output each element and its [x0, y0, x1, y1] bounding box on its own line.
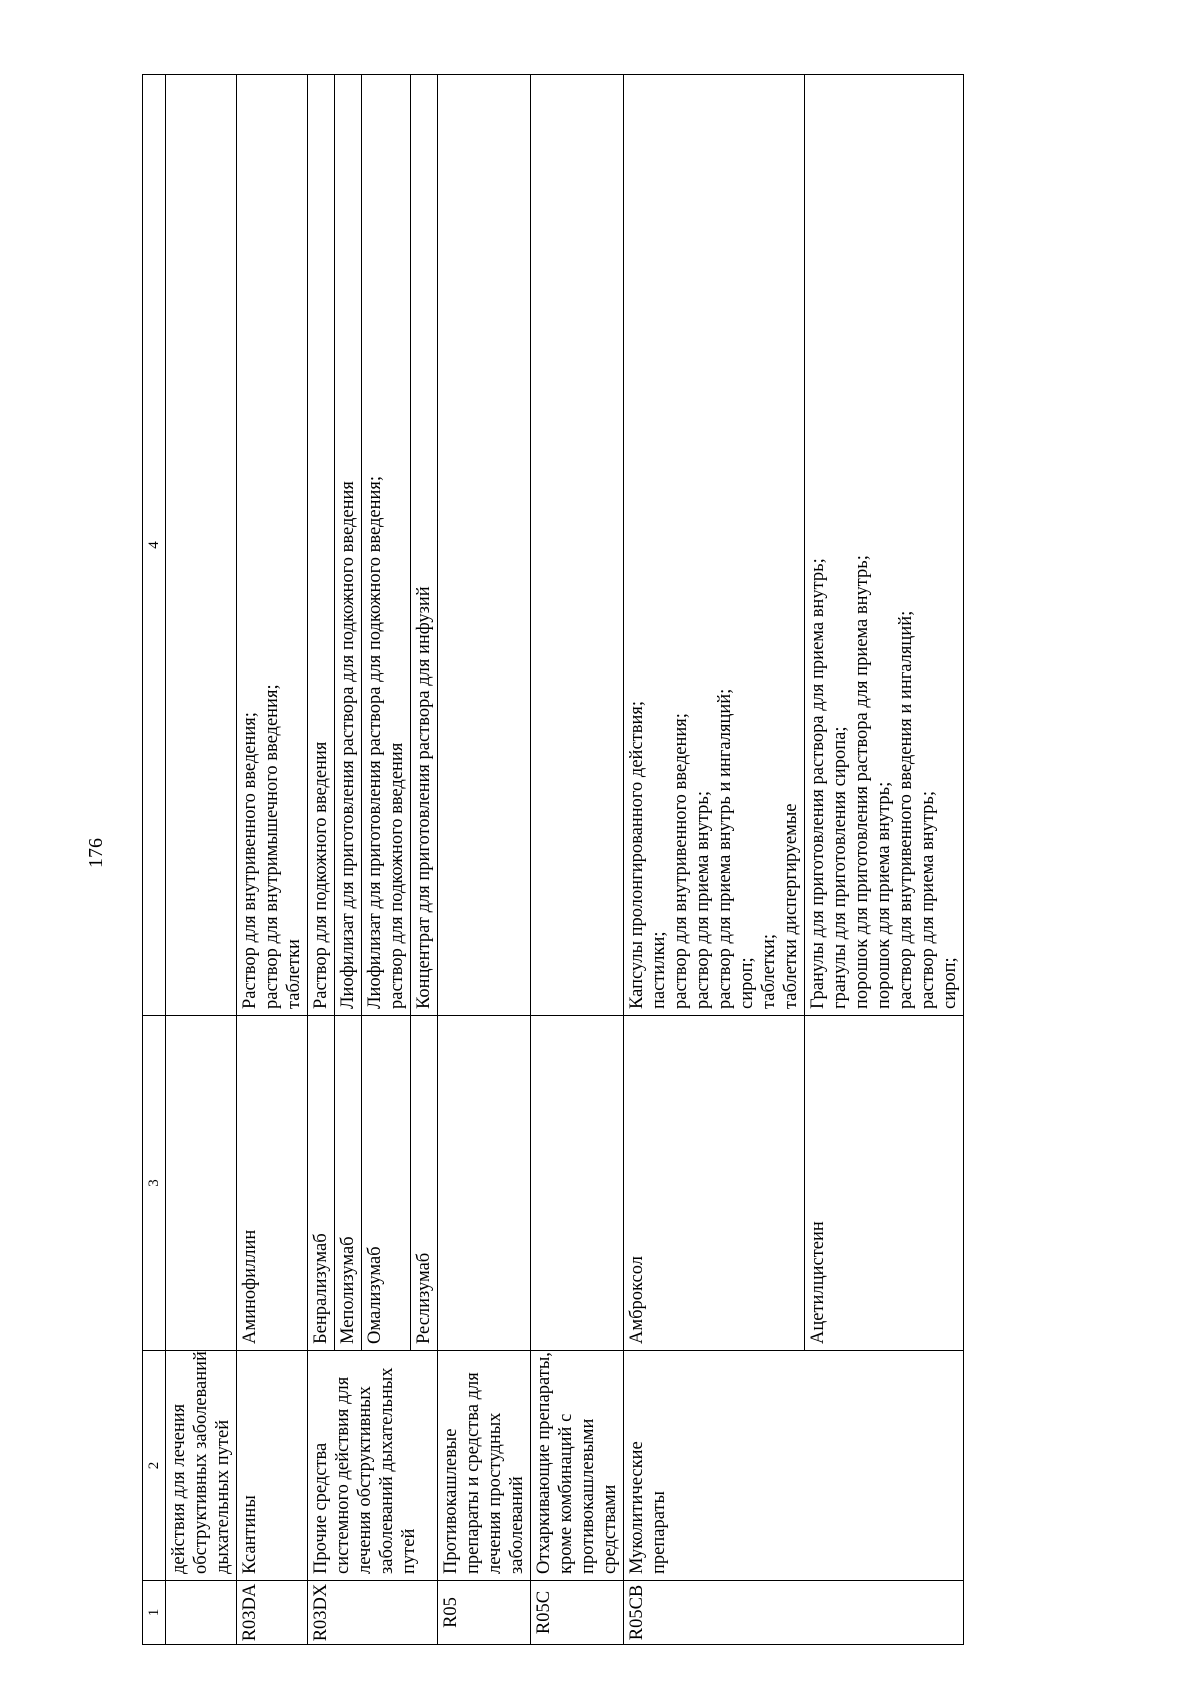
form-line: Гранулы для приготовления раствора для приема внутрь; — [808, 558, 828, 1009]
form-line: сироп; — [940, 957, 960, 1009]
form-line: раствор для внутривенного введения; — [671, 713, 691, 1009]
table-row-r03da — [237, 75, 308, 1645]
group-text-line: путей — [399, 1528, 419, 1574]
code-cell: R05CB — [624, 1581, 964, 1645]
form-line: порошок для приема внутрь; — [874, 781, 894, 1009]
forms-cell — [335, 75, 362, 1016]
forms-cell — [362, 75, 411, 1016]
table-row-r05cb — [624, 75, 805, 1645]
code-cell — [166, 1581, 237, 1645]
form-line: пастилки; — [649, 931, 669, 1009]
drug-cell: Омализумаб — [362, 1016, 411, 1351]
group-cell — [308, 1351, 438, 1581]
column-header-3: 3 — [143, 1016, 166, 1351]
group-text-line: Прочие средства — [311, 1442, 331, 1574]
drug-cell: Реслизумаб — [411, 1016, 438, 1351]
group-text-line: Отхаркивающие препараты, — [534, 1352, 554, 1574]
group-text-line: обструктивных заболеваний — [191, 1351, 211, 1574]
forms-cell — [411, 75, 438, 1016]
forms-cell — [531, 75, 624, 1016]
code-cell: R03DX — [308, 1581, 438, 1645]
drug-cell — [166, 1016, 237, 1351]
form-line: сироп; — [737, 957, 757, 1009]
forms-cell — [237, 75, 308, 1016]
form-line: Раствор для подкожного введения — [311, 741, 331, 1009]
forms-cell — [308, 75, 335, 1016]
form-line: раствор для приема внутрь и ингаляций; — [715, 688, 735, 1009]
table-row-r05 — [438, 75, 531, 1645]
drug-cell — [531, 1016, 624, 1351]
form-line: раствор для внутримышечного введения; — [262, 684, 282, 1009]
form-line: таблетки; — [759, 933, 779, 1009]
form-line: раствор для приема внутрь; — [693, 791, 713, 1009]
code-cell: R05 — [438, 1581, 531, 1645]
forms-cell — [805, 75, 964, 1016]
table-row-r05c — [531, 75, 624, 1645]
group-text-line: заболеваний дыхательных — [377, 1367, 397, 1574]
forms-cell — [624, 75, 805, 1016]
forms-cell — [166, 75, 237, 1016]
group-text-line: лечения обструктивных — [355, 1386, 375, 1574]
group-text-line: дыхательных путей — [213, 1419, 233, 1574]
form-line: Лиофилизат для приготовления раствора для подкожного введения; — [365, 475, 385, 1009]
group-text-line: действия для лечения — [169, 1403, 189, 1574]
form-line: таблетки — [284, 939, 304, 1009]
group-cell — [531, 1351, 624, 1581]
drug-cell: Аминофиллин — [237, 1016, 308, 1351]
form-line: Капсулы пролонгированного действия; — [627, 700, 647, 1009]
group-cell — [166, 1351, 237, 1581]
group-cell — [438, 1351, 531, 1581]
column-header-2: 2 — [143, 1351, 166, 1581]
form-line: Раствор для внутривенного введения; — [240, 712, 260, 1009]
form-line: Концентрат для приготовления раствора для инфузий — [414, 586, 434, 1009]
form-line: раствор для подкожного введения — [387, 742, 407, 1009]
group-cell: Ксантины — [237, 1351, 308, 1581]
drug-cell — [438, 1016, 531, 1351]
group-text-line: противокашлевыми — [578, 1418, 598, 1574]
drug-cell: Меполизумаб — [335, 1016, 362, 1351]
form-line: Лиофилизат для приготовления раствора для подкожного введения — [338, 481, 358, 1009]
table-row-r03dx — [308, 75, 335, 1645]
group-text-line: кроме комбинаций с — [556, 1413, 576, 1574]
column-header-4: 4 — [143, 75, 166, 1016]
group-text-line: лечения простудных — [485, 1412, 505, 1574]
form-line: раствор для приема внутрь; — [918, 791, 938, 1009]
drug-cell: Ацетилцистеин — [805, 1016, 964, 1351]
group-text-line: средствами — [600, 1484, 620, 1574]
group-text-line: препараты и средства для — [463, 1372, 483, 1574]
group-text-line: системного действия для — [333, 1376, 353, 1574]
page-number: 176 — [85, 838, 107, 868]
form-line: гранулы для приготовления сиропа; — [830, 726, 850, 1009]
table-header-row — [143, 75, 166, 1645]
drug-cell: Амброксол — [624, 1016, 805, 1351]
form-line: порошок для приготовления раствора для приема внутрь; — [852, 555, 872, 1009]
group-cell: Муколитические препараты — [624, 1351, 964, 1581]
rotated-page-content — [142, 75, 1142, 1645]
forms-cell — [438, 75, 531, 1016]
code-cell: R03DA — [237, 1581, 308, 1645]
form-line: раствор для внутривенного введения и ингаляций; — [896, 610, 916, 1009]
drug-table — [142, 74, 964, 1645]
form-line: таблетки диспергируемые — [781, 803, 801, 1009]
table-row-continuation — [166, 75, 237, 1645]
column-header-1: 1 — [143, 1581, 166, 1645]
code-cell: R05C — [531, 1581, 624, 1645]
drug-cell: Бенрализумаб — [308, 1016, 335, 1351]
group-text-line: заболеваний — [507, 1476, 527, 1574]
group-text-line: Противокашлевые — [441, 1428, 461, 1574]
